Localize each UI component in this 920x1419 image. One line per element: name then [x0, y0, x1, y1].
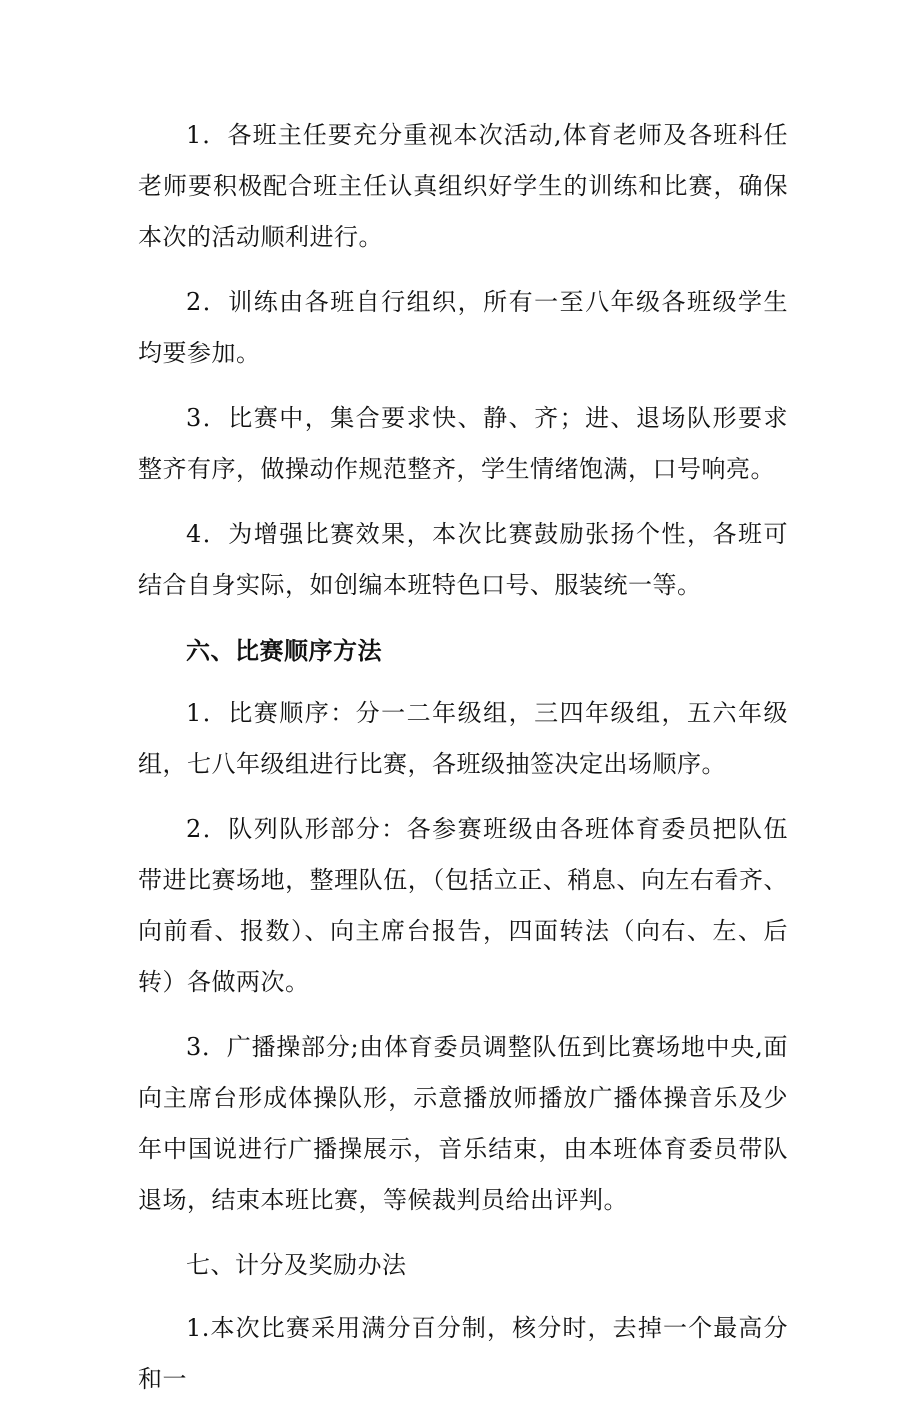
paragraph-order-2: 2．队列队形部分：各参赛班级由各班体育委员把队伍带进比赛场地，整理队伍，（包括立正、稍息、向左右看齐、向前看、报数）、向主席台报告，四面转法（向右、左、后转）各做两次。 — [138, 815, 788, 996]
document-body — [138, 110, 788, 1419]
paragraph-item-4: 4．为增强比赛效果，本次比赛鼓励张扬个性，各班可结合自身实际，如创编本班特色口号、服装统一等。 — [138, 520, 788, 599]
paragraph-scoring-1: 1.本次比赛采用满分百分制，核分时，去掉一个最高分和一 — [138, 1314, 788, 1393]
section-heading-six: 六、比赛顺序方法 — [186, 636, 382, 665]
section-heading-seven: 七、计分及奖励办法 — [186, 1251, 407, 1279]
paragraph-order-1: 1．比赛顺序：分一二年级组，三四年级组，五六年级组，七八年级组进行比赛，各班级抽签决定出场顺序。 — [138, 699, 788, 778]
paragraph-item-2: 2．训练由各班自行组织，所有一至八年级各班级学生均要参加。 — [138, 288, 788, 367]
paragraph-item-1: 1．各班主任要充分重视本次活动,体育老师及各班科任老师要积极配合班主任认真组织好学生的训练和比赛，确保本次的活动顺利进行。 — [138, 121, 788, 251]
paragraph-item-3: 3．比赛中，集合要求快、静、齐；进、退场队形要求整齐有序，做操动作规范整齐，学生情绪饱满，口号响亮。 — [138, 404, 788, 483]
paragraph-order-3: 3．广播操部分;由体育委员调整队伍到比赛场地中央,面向主席台形成体操队形，示意播放师播放广播体操音乐及少年中国说进行广播操展示，音乐结束，由本班体育委员带队退场，结束本班比赛，等候裁判员给出评判。 — [138, 1033, 788, 1214]
